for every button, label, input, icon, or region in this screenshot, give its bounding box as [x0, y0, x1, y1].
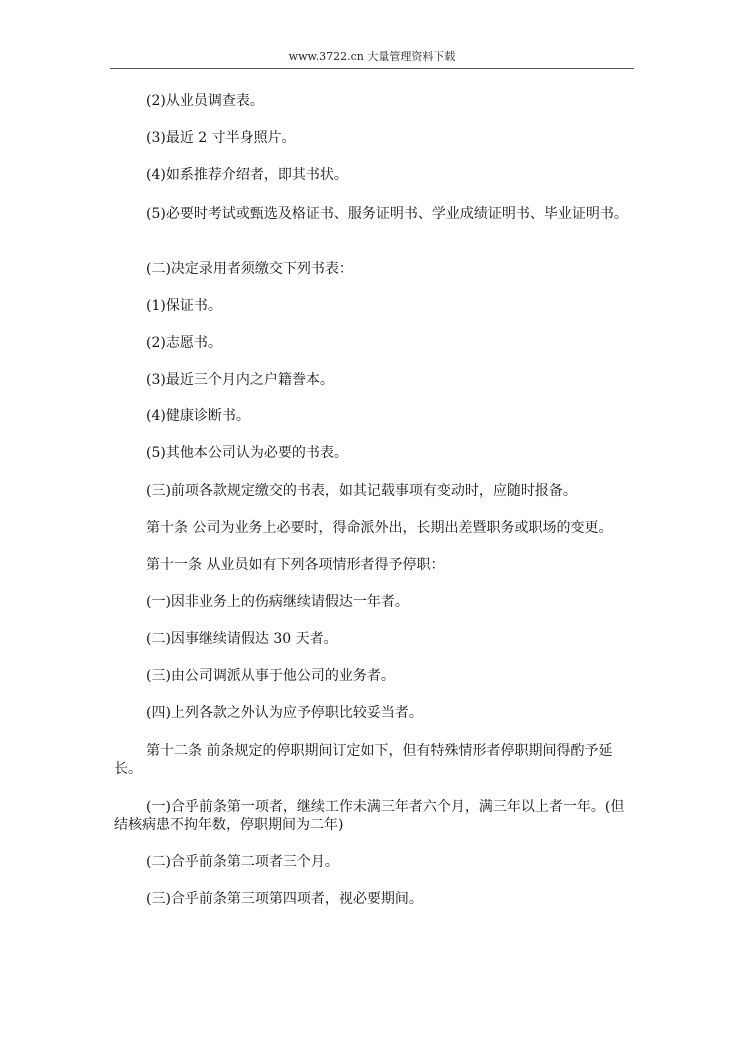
paragraph: (一)因非业务上的伤病继续请假达一年者。 [146, 594, 409, 610]
page-header: www.3722.cn 大量管理资料下载 [288, 50, 456, 63]
paragraph: 第十一条 从业员如有下列各项情形者得予停职： [146, 557, 445, 573]
paragraph: (三)合乎前条第三项第四项者，视必要期间。 [146, 891, 423, 907]
paragraph: (2)志愿书。 [146, 335, 222, 351]
paragraph: (4)健康诊断书。 [146, 408, 250, 424]
paragraph: (3)最近 2 寸半身照片。 [146, 130, 296, 146]
header-rule [110, 68, 634, 69]
paragraph: (二)因事继续请假达 30 天者。 [146, 631, 338, 647]
paragraph: (四)上列各款之外认为应予停职比较妥当者。 [146, 705, 423, 721]
paragraph: 第十条 公司为业务上必要时，得命派外出，长期出差暨职务或职场的变更。 [146, 520, 613, 536]
paragraph: (三)由公司调派从事于他公司的业务者。 [146, 668, 395, 684]
paragraph: (5)其他本公司认为必要的书表。 [146, 445, 348, 461]
paragraph: (1)保证书。 [146, 298, 222, 314]
paragraph: (4)如系推荐介绍者，即其书状。 [146, 167, 348, 183]
paragraph: (二)决定录用者须缴交下列书表： [146, 261, 353, 277]
paragraph: (一)合乎前条第一项者，继续工作未满三年者六个月，满三年以上者一年。(但结核病患不拘年数，停职期间为二年) [114, 799, 625, 833]
paragraph: (5)必要时考试或甄选及格证书、服务证明书、学业成绩证明书、毕业证明书。 [146, 206, 628, 222]
paragraph: (三)前项各款规定缴交的书表，如其记载事项有变动时，应随时报备。 [146, 483, 577, 499]
paragraph: (二)合乎前条第二项者三个月。 [146, 854, 339, 870]
paragraph: (2)从业员调查表。 [146, 93, 264, 109]
paragraph: 第十二条 前条规定的停职期间订定如下，但有特殊情形者停职期间得酌予延长。 [114, 743, 613, 777]
paragraph: (3)最近三个月内之户籍誊本。 [146, 372, 334, 388]
